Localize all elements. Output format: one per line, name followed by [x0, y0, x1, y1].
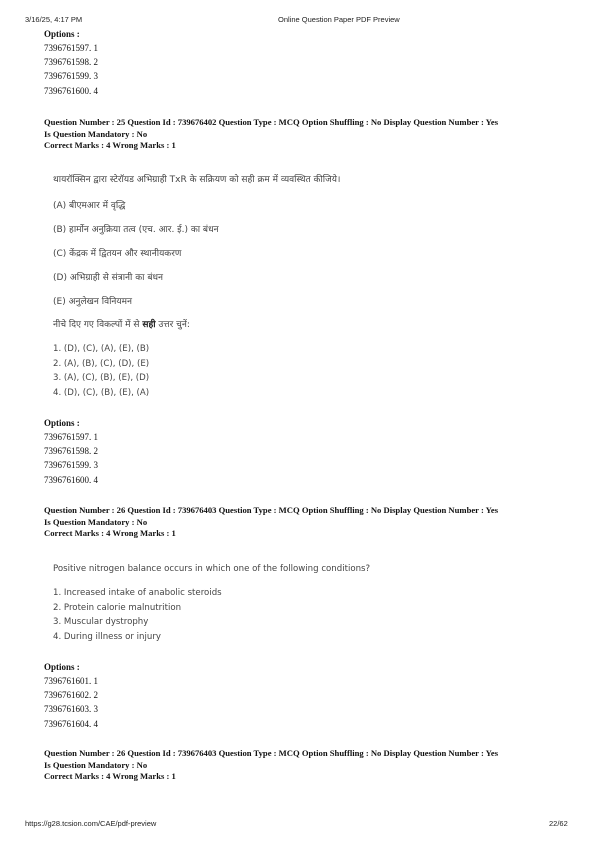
question-26-meta-repeat	[44, 748, 564, 783]
question-mandatory: Is Question Mandatory : No	[44, 759, 148, 770]
option-item: 7396761598. 2	[44, 57, 98, 68]
print-title: Online Question Paper PDF Preview	[278, 15, 400, 24]
instruction-text: उत्तर चुनें:	[155, 320, 190, 330]
options-label: Options :	[44, 29, 80, 39]
option-item: 7396761599. 3	[44, 460, 98, 471]
option-item: 7396761600. 4	[44, 85, 98, 96]
question-mandatory: Is Question Mandatory : No	[44, 128, 148, 139]
instruction-emphasis: सही	[142, 320, 156, 330]
option-item: 7396761599. 3	[44, 71, 98, 82]
page-number: 22/62	[549, 819, 568, 828]
choice-item: 2. (A), (B), (C), (D), (E)	[53, 358, 150, 369]
choice-item: 4. During illness or injury	[53, 631, 161, 642]
option-item: 7396761604. 4	[44, 718, 98, 729]
question-stem: Positive nitrogen balance occurs in which one of the following conditions?	[53, 564, 371, 574]
choice-item: 3. Muscular dystrophy	[53, 617, 149, 628]
question-25-options	[44, 417, 564, 487]
question-26-options	[44, 661, 564, 731]
choice-item: 1. Increased intake of anabolic steroids	[53, 588, 222, 598]
statement-e: (E) अनुलेखन विनियमन	[53, 297, 133, 307]
choice-item: 3. (A), (C), (B), (E), (D)	[53, 373, 150, 384]
option-item: 7396761598. 2	[44, 446, 98, 457]
choice-item: 2. Protein calorie malnutrition	[53, 602, 182, 613]
choice-list	[53, 586, 222, 644]
question-25-meta	[44, 117, 564, 152]
question-stem: थायरॉक्सिन द्वारा स्टेरॉयड अभिग्राही TxR के सक्रियण को सही क्रम में व्यवस्थित कीजिये।	[53, 175, 341, 185]
choice-item: 1. (D), (C), (A), (E), (B)	[53, 344, 150, 354]
top-options-block	[44, 28, 564, 98]
options-label: Options :	[44, 662, 80, 672]
print-datetime: 3/16/25, 4:17 PM	[25, 15, 83, 24]
print-url: https://g28.tcsion.com/CAE/pdf-preview	[25, 819, 157, 828]
option-item: 7396761597. 1	[44, 432, 98, 442]
option-item: 7396761602. 2	[44, 690, 98, 701]
statement-d: (D) अभिग्राही से संत्रानी का बंधन	[53, 273, 164, 283]
question-marks: Correct Marks : 4 Wrong Marks : 1	[44, 771, 176, 782]
instruction-text: नीचे दिए गए विकल्पों में से	[53, 320, 143, 330]
statement-c: (C) केंद्रक में द्वितयन और स्थानीयकरण	[53, 249, 182, 259]
question-marks: Correct Marks : 4 Wrong Marks : 1	[44, 140, 176, 151]
options-label: Options :	[44, 418, 80, 428]
choice-list	[53, 342, 149, 400]
question-25-body	[53, 174, 563, 398]
question-mandatory: Is Question Mandatory : No	[44, 516, 148, 527]
statement-a: (A) बीएमआर में वृद्धि	[53, 201, 126, 211]
option-item: 7396761600. 4	[44, 474, 98, 485]
question-26-body	[53, 563, 563, 642]
option-item: 7396761601. 1	[44, 676, 98, 686]
question-marks: Correct Marks : 4 Wrong Marks : 1	[44, 528, 176, 539]
question-meta-line: Question Number : 26 Question Id : 739676403 Question Type : MCQ Option Shuffling : No Display Question Number : Yes	[44, 505, 499, 515]
question-meta-line: Question Number : 26 Question Id : 739676403 Question Type : MCQ Option Shuffling : No Display Question Number : Yes	[44, 748, 499, 758]
answer-instruction	[53, 317, 190, 330]
question-meta-line: Question Number : 25 Question Id : 739676402 Question Type : MCQ Option Shuffling : No Display Question Number : Yes	[44, 117, 499, 127]
statement-b: (B) हार्मोन अनुक्रिया तत्व (एच. आर. ई.) का बंधन	[53, 225, 219, 235]
question-26-meta	[44, 505, 564, 540]
option-item: 7396761603. 3	[44, 704, 98, 715]
option-item: 7396761597. 1	[44, 43, 98, 53]
choice-item: 4. (D), (C), (B), (E), (A)	[53, 387, 150, 398]
